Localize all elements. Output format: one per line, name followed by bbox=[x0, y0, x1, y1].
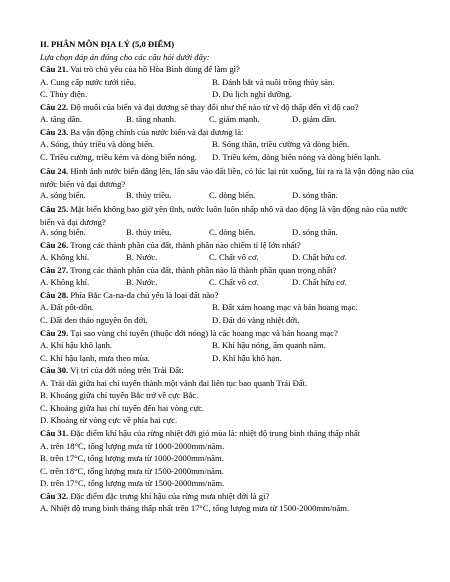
option: B. thủy triều. bbox=[126, 189, 172, 200]
option: B. tăng nhanh. bbox=[126, 114, 177, 125]
question-number: Câu 32. bbox=[40, 490, 69, 501]
question-25 bbox=[40, 203, 424, 228]
option: D. Chất hữu cơ. bbox=[292, 277, 347, 288]
option: B. Nước. bbox=[126, 252, 158, 263]
question-text: Vị trí của đới nóng trên Trái Đất: bbox=[70, 365, 184, 376]
question-text: Độ muối của biển và đại dương sẽ thay đổi như thế nào từ vĩ độ thấp đến vĩ độ cao? bbox=[70, 101, 359, 112]
question-24 bbox=[40, 165, 424, 190]
question-number: Câu 25. bbox=[40, 204, 69, 215]
question-number: Câu 29. bbox=[40, 327, 69, 338]
option: A. Khí hậu khô lạnh. bbox=[40, 340, 113, 351]
option: C. dòng biển. bbox=[209, 227, 256, 238]
option: B. Đất xám hoang mạc và bán hoang mạc. bbox=[212, 302, 358, 313]
question-text: Hình ảnh nước biển dâng lên, lấn sâu vào đất liền, có lúc lại rút xuống, lùi ra ra là vận động nào của nước biển và đại dương? bbox=[40, 166, 414, 190]
option: B. Nước. bbox=[126, 277, 158, 288]
option: B. thủy triều. bbox=[126, 227, 172, 238]
option: C. Đất đen thảo nguyên ôn đới. bbox=[40, 315, 148, 326]
option: A. sóng biển. bbox=[40, 189, 86, 200]
question-text: Ba vận động chính của nước biển và đại dương là: bbox=[70, 126, 244, 137]
option: A. sóng biển. bbox=[40, 227, 86, 238]
option: D. trên 17°C, tổng lượng mưa từ 1500-2000mm/năm. bbox=[40, 478, 225, 489]
option: D. Du lịch nghỉ dưỡng. bbox=[212, 89, 292, 100]
option: D. giảm dần. bbox=[292, 114, 337, 125]
question-text: Đặc điểm khí hậu của rừng nhiệt đới gió mùa là: nhiệt độ trung bình tháng thấp nhất bbox=[70, 427, 360, 438]
question-number: Câu 24. bbox=[40, 166, 69, 177]
question-number: Câu 30. bbox=[40, 365, 69, 376]
question-number: Câu 28. bbox=[40, 289, 69, 300]
option: B. Sóng thần, triều cường và dòng biển. bbox=[212, 139, 350, 150]
question-number: Câu 21. bbox=[40, 64, 69, 75]
option: A. Đất pốt-dôn. bbox=[40, 302, 94, 313]
question-text: Trong các thành phần của đất, thành phần nào là thành phần quan trọng nhất? bbox=[70, 264, 337, 275]
question-30 bbox=[40, 366, 426, 379]
option: C. Khoảng giữa hai chí tuyến đến hai vòng cực. bbox=[40, 402, 205, 413]
option: A. tăng dần. bbox=[40, 114, 83, 125]
option: C. Thủy điện. bbox=[40, 89, 88, 100]
option: D. Khoảng từ vòng cực về phía hai cực. bbox=[40, 415, 178, 426]
option: C. dòng biển. bbox=[209, 189, 256, 200]
question-text: Đặc điểm đặc trưng khí hậu của rừng mưa nhiệt đới là gì? bbox=[70, 490, 270, 501]
question-number: Câu 26. bbox=[40, 239, 69, 250]
question-text: Mặt biển không bao giờ yên tĩnh, nước luôn luôn nhấp nhô và dao động là vận động nào của nước biển và đại dương? bbox=[40, 204, 408, 227]
question-text: Phía Bắc Ca-na-đa chủ yếu là loại đất nào? bbox=[70, 289, 219, 300]
option: D. Đất đỏ vàng nhiệt đới. bbox=[212, 315, 300, 326]
option: C. giảm mạnh. bbox=[209, 114, 260, 125]
options-row bbox=[40, 191, 426, 204]
option: A. Sóng, thủy triều và dòng biển. bbox=[40, 139, 155, 150]
option: B. trên 17°C, tổng lượng mưa từ 1000-2000mm/năm. bbox=[40, 453, 224, 464]
question-text: Trong các thành phần của đất, thành phần nào chiếm tỉ lệ lớn nhất? bbox=[70, 239, 301, 250]
instruction: Lựa chọn đáp án đúng cho các câu hỏi dưới đây: bbox=[40, 51, 210, 62]
question-31 bbox=[40, 429, 426, 442]
options-row bbox=[40, 153, 426, 166]
question-21 bbox=[40, 65, 426, 78]
option: D. sóng thần. bbox=[292, 189, 338, 200]
option: A. Trải dài giữa hai chí tuyến thành một vành đai liên tục bao quanh Trái Đất. bbox=[40, 377, 308, 388]
option: B. Đánh bắt và nuôi trồng thủy sản. bbox=[212, 76, 335, 87]
option: C. Chất vô cơ. bbox=[209, 252, 259, 263]
question-number: Câu 31. bbox=[40, 427, 69, 438]
option: A. Không khí. bbox=[40, 252, 90, 263]
option: D. Khí hậu khô hạn. bbox=[212, 352, 282, 363]
option: C. Chất vô cơ. bbox=[209, 277, 259, 288]
option: D. Chất hữu cơ. bbox=[292, 252, 347, 263]
option: D. sóng thần. bbox=[292, 227, 338, 238]
options-row bbox=[40, 341, 426, 354]
option: A. Nhiệt độ trung bình tháng thấp nhất trên 17°C, tổng lượng mưa từ 1500-2000mm/năm. bbox=[40, 503, 350, 514]
option: B. Khoảng giữa chí tuyến Bắc trở về cực Bắc. bbox=[40, 390, 199, 401]
option: A. Không khí. bbox=[40, 277, 90, 288]
question-text: Tại sao vùng chí tuyến (thuộc đới nóng) là các hoang mạc và bán hoang mạc? bbox=[70, 327, 338, 338]
option: B. Khí hậu nóng, ẩm quanh năm. bbox=[212, 340, 326, 351]
option: C. trên 18°C, tổng lượng mưa từ 1500-2000mm/năm. bbox=[40, 465, 224, 476]
question-text: Vai trò chủ yếu của hồ Hòa Bình dùng để làm gì? bbox=[70, 64, 240, 75]
section-title: II. PHÂN MÔN ĐỊA LÝ (5,0 ĐIỂM) bbox=[40, 39, 175, 49]
option: D. Triều kém, dòng biển nóng và dòng biển lạnh. bbox=[212, 151, 381, 162]
question-number: Câu 23. bbox=[40, 126, 69, 137]
question-number: Câu 22. bbox=[40, 101, 69, 112]
option: C. Triều cường, triều kém và dòng biển nóng. bbox=[40, 151, 197, 162]
option: A. Cung cấp nước tưới tiêu. bbox=[40, 76, 136, 87]
option: A. trên 18°C, tổng lượng mưa từ 1000-2000mm/năm. bbox=[40, 440, 225, 451]
option: C. Khí hậu lạnh, mưa theo mùa. bbox=[40, 352, 150, 363]
question-number: Câu 27. bbox=[40, 264, 69, 275]
